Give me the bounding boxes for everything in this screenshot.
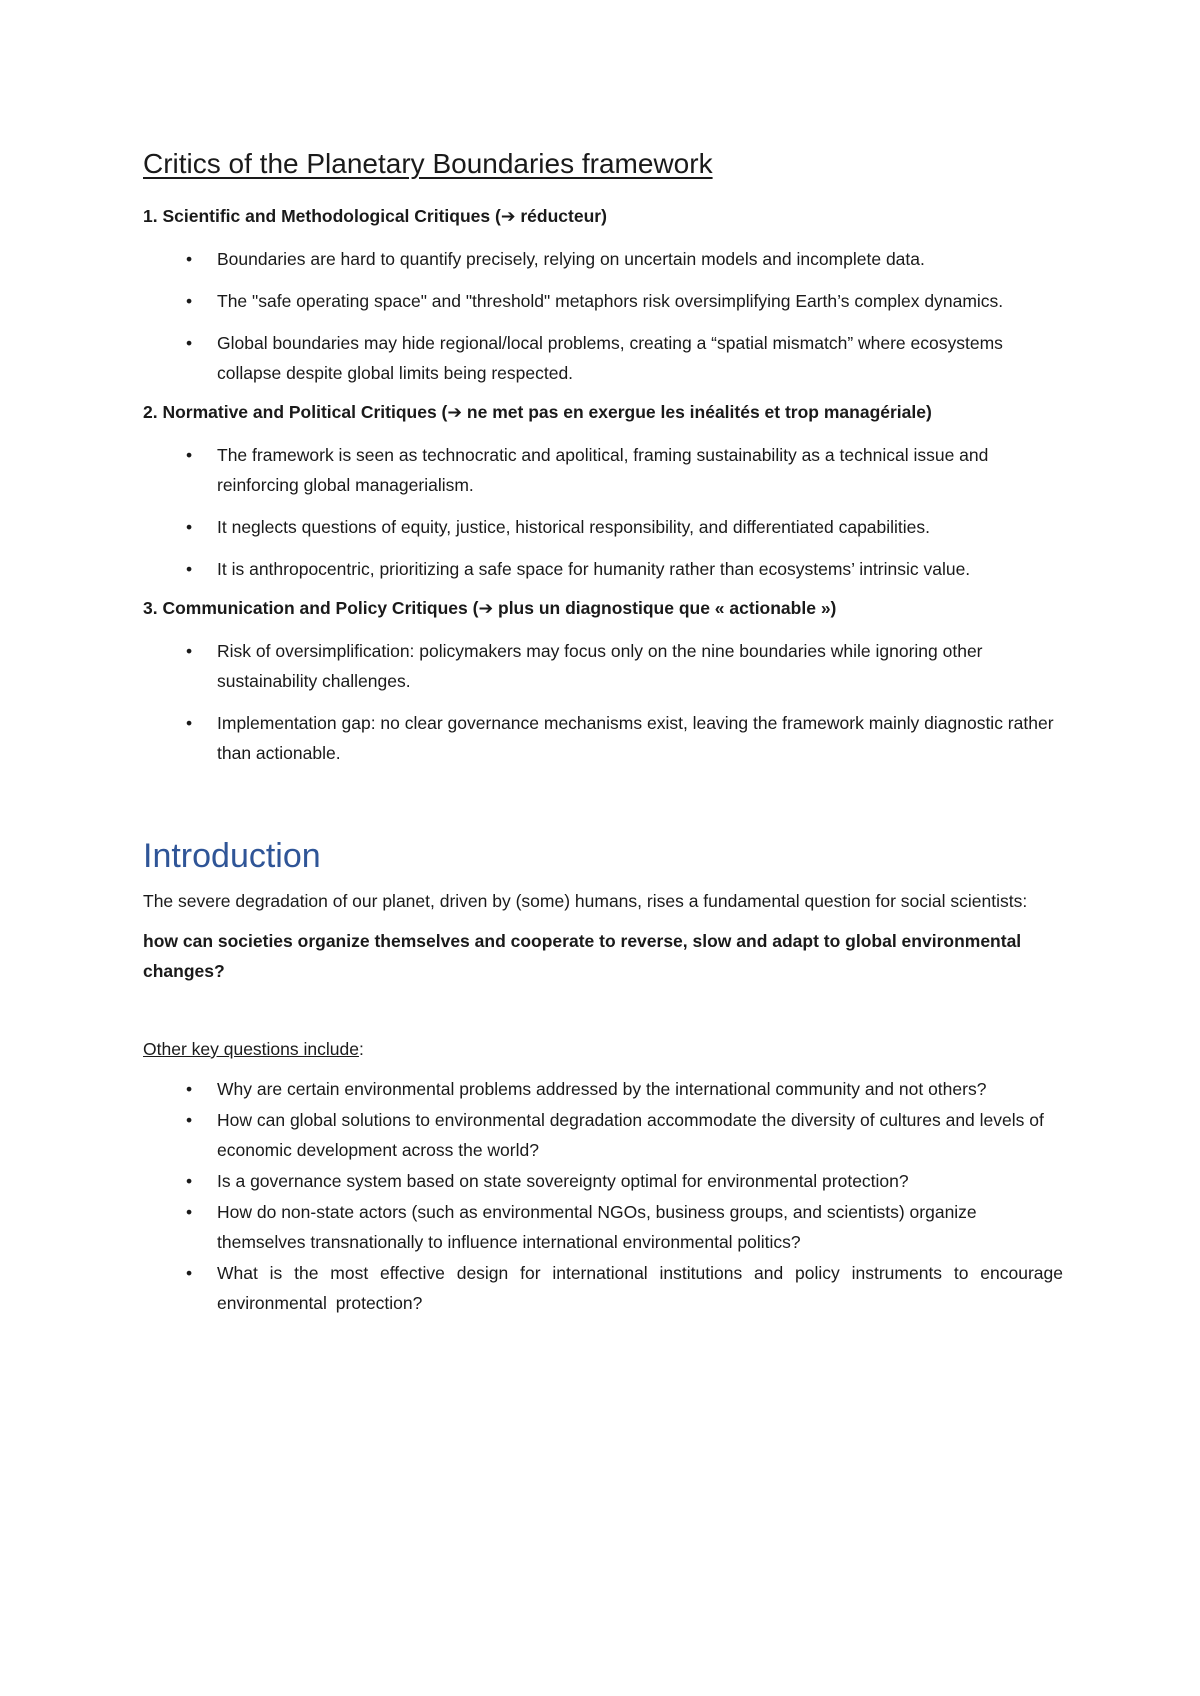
introduction-title: Introduction [143,837,321,875]
list-item [143,1105,1063,1165]
list-item-text: Is a governance system based on state sovereignty optimal for environmental protection? [217,1171,909,1191]
section-heading-suffix: réducteur) [515,206,607,226]
arrow-right-icon: ➔ [447,402,463,422]
section-heading-scientific [143,204,1063,228]
list-item-text: How can global solutions to environmental degradation accommodate the diversity of cultures and levels of economic development across the world? [217,1110,1044,1160]
list-item [143,512,1063,542]
list-item [143,1258,1063,1318]
list-item [143,328,1063,388]
section-heading-prefix: 2. Normative and Political Critiques ( [143,402,448,422]
list-item-text: The framework is seen as technocratic and apolitical, framing sustainability as a technical issue and reinforcing global managerialism. [217,445,989,495]
list-item [143,554,1063,584]
bullet-list-communication [143,636,1063,768]
list-item [143,1166,1063,1196]
list-item-text: The "safe operating space" and "threshold" metaphors risk oversimplifying Earth’s complex dynamics. [217,291,1004,311]
bullet-icon: • [186,249,193,269]
section-heading-suffix: plus un diagnostique que « actionable ») [493,598,837,618]
arrow-right-icon: ➔ [500,206,516,226]
section-heading-suffix: ne met pas en exergue les inéalités et trop managériale) [462,402,932,422]
other-questions-label [143,1034,1063,1064]
list-item [143,1197,1063,1257]
list-item [143,708,1063,768]
bullet-icon: • [186,559,193,579]
document-title: Critics of the Planetary Boundaries framework [143,148,713,179]
arrow-right-icon: ➔ [478,598,494,618]
section-heading-communication [143,596,1063,620]
bullet-icon: • [186,1263,193,1283]
list-item-text: What is the most effective design for international institutions and policy instruments to encourage environmental protection? [217,1263,1063,1313]
document-content [143,146,1063,1319]
list-item [143,286,1063,316]
bullet-list-other-questions [143,1074,1063,1318]
list-item-text: Risk of oversimplification: policymakers may focus only on the nine boundaries while ignoring other sustainability challenges. [217,641,983,691]
bullet-icon: • [186,517,193,537]
other-questions-colon: : [358,1039,364,1059]
introduction-paragraph: The severe degradation of our planet, driven by (some) humans, rises a fundamental question for social scientists: [143,891,1028,911]
bullet-list-scientific [143,244,1063,388]
list-item [143,1074,1063,1104]
bullet-list-normative [143,440,1063,584]
list-item-text: It neglects questions of equity, justice, historical responsibility, and differentiated capabilities. [217,517,931,537]
bullet-icon: • [186,291,193,311]
list-item [143,440,1063,500]
list-item [143,636,1063,696]
bullet-icon: • [186,1202,193,1222]
bullet-icon: • [186,333,193,353]
list-item [143,244,1063,274]
other-questions-label-text: Other key questions include [143,1039,359,1059]
bullet-icon: • [186,1110,193,1130]
list-item-text: Implementation gap: no clear governance mechanisms exist, leaving the framework mainly diagnostic rather than actionable. [217,713,1054,763]
bullet-icon: • [186,1079,193,1099]
bullet-icon: • [186,713,193,733]
bullet-icon: • [186,1171,193,1191]
section-heading-prefix: 1. Scientific and Methodological Critiques ( [143,206,501,226]
section-heading-prefix: 3. Communication and Policy Critiques ( [143,598,479,618]
list-item-text: How do non-state actors (such as environmental NGOs, business groups, and scientists) organize themselves transnationally to influence international environmental politics? [217,1202,977,1252]
list-item-text: Global boundaries may hide regional/local problems, creating a “spatial mismatch” where ecosystems collapse despite global limits being respected. [217,333,1003,383]
list-item-text: It is anthropocentric, prioritizing a safe space for humanity rather than ecosystems’ intrinsic value. [217,559,971,579]
bullet-icon: • [186,641,193,661]
bullet-icon: • [186,445,193,465]
list-item-text: Why are certain environmental problems addressed by the international community and not others? [217,1079,987,1099]
list-item-text: Boundaries are hard to quantify precisely, relying on uncertain models and incomplete data. [217,249,925,269]
section-heading-normative [143,400,1063,424]
key-question: how can societies organize themselves and cooperate to reverse, slow and adapt to global environmental changes? [143,931,1022,981]
